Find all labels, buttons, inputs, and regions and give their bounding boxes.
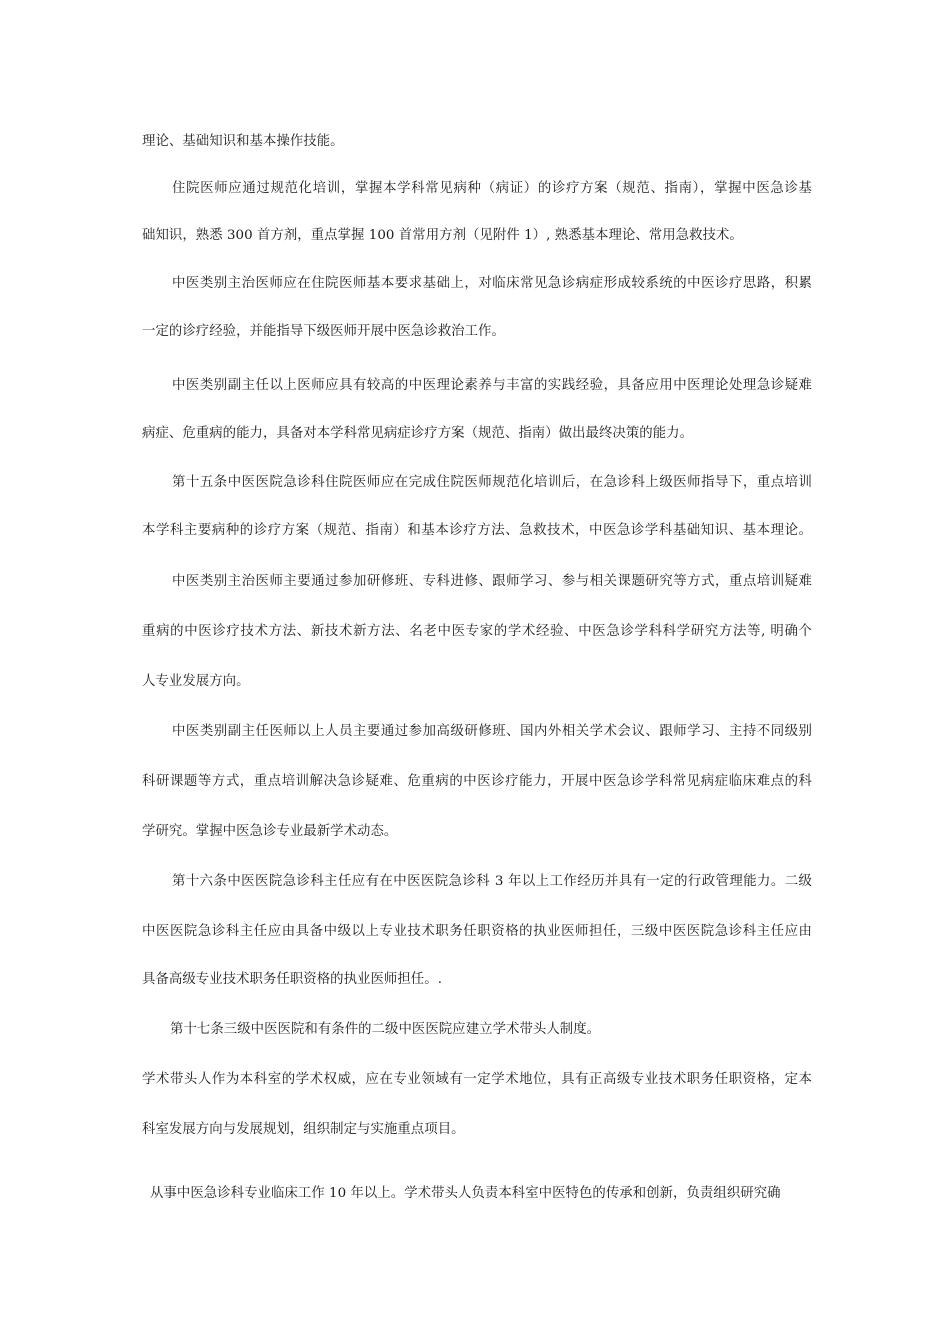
text-line: 础知识，熟悉 300 首方剂，重点掌握 100 首常用方剂（见附件 1）, 熟悉基本理论、常用急救技术。 xyxy=(142,228,743,243)
text-line: 住院医师应通过规范化培训，掌握本学科常见病种（病证）的诊疗方案（规范、指南），掌握中医急诊基 xyxy=(172,181,812,196)
text-line: 中医类别副主任以上医师应具有较高的中医理论素养与丰富的实践经验，具备应用中医理论处理急诊疑难 xyxy=(172,378,812,393)
text-line: 一定的诊疗经验，并能指导下级医师开展中医急诊救治工作。 xyxy=(142,324,505,339)
text-line: 理论、基础知识和基本操作技能。 xyxy=(142,134,344,149)
text-line: 中医医院急诊科主任应由具备中级以上专业技术职务任职资格的执业医师担任，三级中医医院急诊科主任应由 xyxy=(142,924,812,939)
text-line: 中医类别副主任医师以上人员主要通过参加高级研修班、国内外相关学术会议、跟师学习、主持不同级别 xyxy=(172,724,812,739)
text-line: 学研究。掌握中医急诊专业最新学术动态。 xyxy=(142,824,398,839)
text-line: 科研课题等方式，重点培训解决急诊疑难、危重病的中医诊疗能力，开展中医急诊学科常见病症临床难点的科 xyxy=(142,774,812,789)
text-line: 第十七条三级中医医院和有条件的二级中医医院应建立学术带头人制度。 xyxy=(170,1022,601,1037)
text-line: 学术带头人作为本科室的学术权威，应在专业领域有一定学术地位，具有正高级专业技术职务任职资格，定本 xyxy=(142,1072,812,1087)
text-line: 人专业发展方向。 xyxy=(142,674,250,689)
text-line: 第十五条中医医院急诊科住院医师应在完成住院医师规范化培训后，在急诊科上级医师指导下，重点培训 xyxy=(172,475,812,490)
text-line: 从事中医急诊科专业临床工作 10 年以上。学术带头人负责本科室中医特色的传承和创新，负责组织研究确 xyxy=(150,1186,781,1201)
text-line: 第十六条中医医院急诊科主任应有在中医医院急诊科 3 年以上工作经历并具有一定的行政管理能力。二级 xyxy=(172,874,812,889)
text-line: 具备高级专业技术职务任职资格的执业医师担任。. xyxy=(142,972,442,987)
text-line: 重病的中医诊疗技术方法、新技术新方法、名老中医专家的学术经验、中医急诊学科科学研究方法等, 明确个 xyxy=(142,624,812,639)
text-line: 本学科主要病种的诊疗方案（规范、指南）和基本诊疗方法、急救技术，中医急诊学科基础知识、基本理论。 xyxy=(142,523,812,538)
text-line: 科室发展方向与发展规划，组织制定与实施重点项目。 xyxy=(142,1122,465,1137)
text-line: 中医类别主治医师主要通过参加研修班、专科进修、跟师学习、参与相关课题研究等方式，重点培训疑难 xyxy=(172,574,812,589)
text-line: 中医类别主治医师应在住院医师基本要求基础上，对临床常见急诊病症形成较系统的中医诊疗思路，积累 xyxy=(172,276,812,291)
text-line: 病症、危重病的能力，具备对本学科常见病症诊疗方案（规范、指南）做出最终决策的能力。 xyxy=(142,426,694,441)
